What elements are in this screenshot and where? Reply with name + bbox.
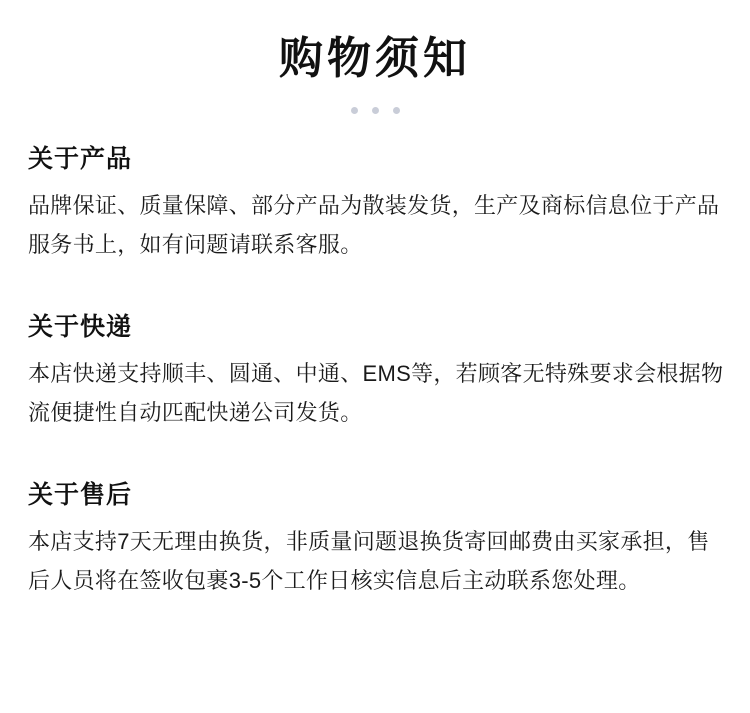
section-heading-shipping: 关于快递 — [28, 313, 133, 342]
section-body-products: 品牌保证、质量保障、部分产品为散装发货，生产及商标信息位于产品服务书上，如有问题请联系客服。 — [28, 193, 720, 257]
page-title: 购物须知 — [279, 34, 471, 83]
divider-dot-1 — [351, 107, 358, 114]
section-body-shipping: 本店快递支持顺丰、圆通、中通、EMS等，若顾客无特殊要求会根据物流便捷性自动匹配快递公司发货。 — [28, 361, 724, 425]
divider-dot-2 — [372, 107, 379, 114]
section-about-aftersale — [24, 478, 726, 600]
dot-divider — [24, 107, 726, 114]
section-heading-aftersale: 关于售后 — [28, 481, 133, 510]
divider-dot-3 — [393, 107, 400, 114]
section-about-shipping — [24, 310, 726, 432]
section-about-products — [24, 142, 726, 264]
section-body-aftersale: 本店支持7天无理由换货，非质量问题退换货寄回邮费由买家承担，售后人员将在签收包裹3-5个工作日核实信息后主动联系您处理。 — [28, 529, 710, 593]
section-heading-products: 关于产品 — [28, 145, 133, 174]
